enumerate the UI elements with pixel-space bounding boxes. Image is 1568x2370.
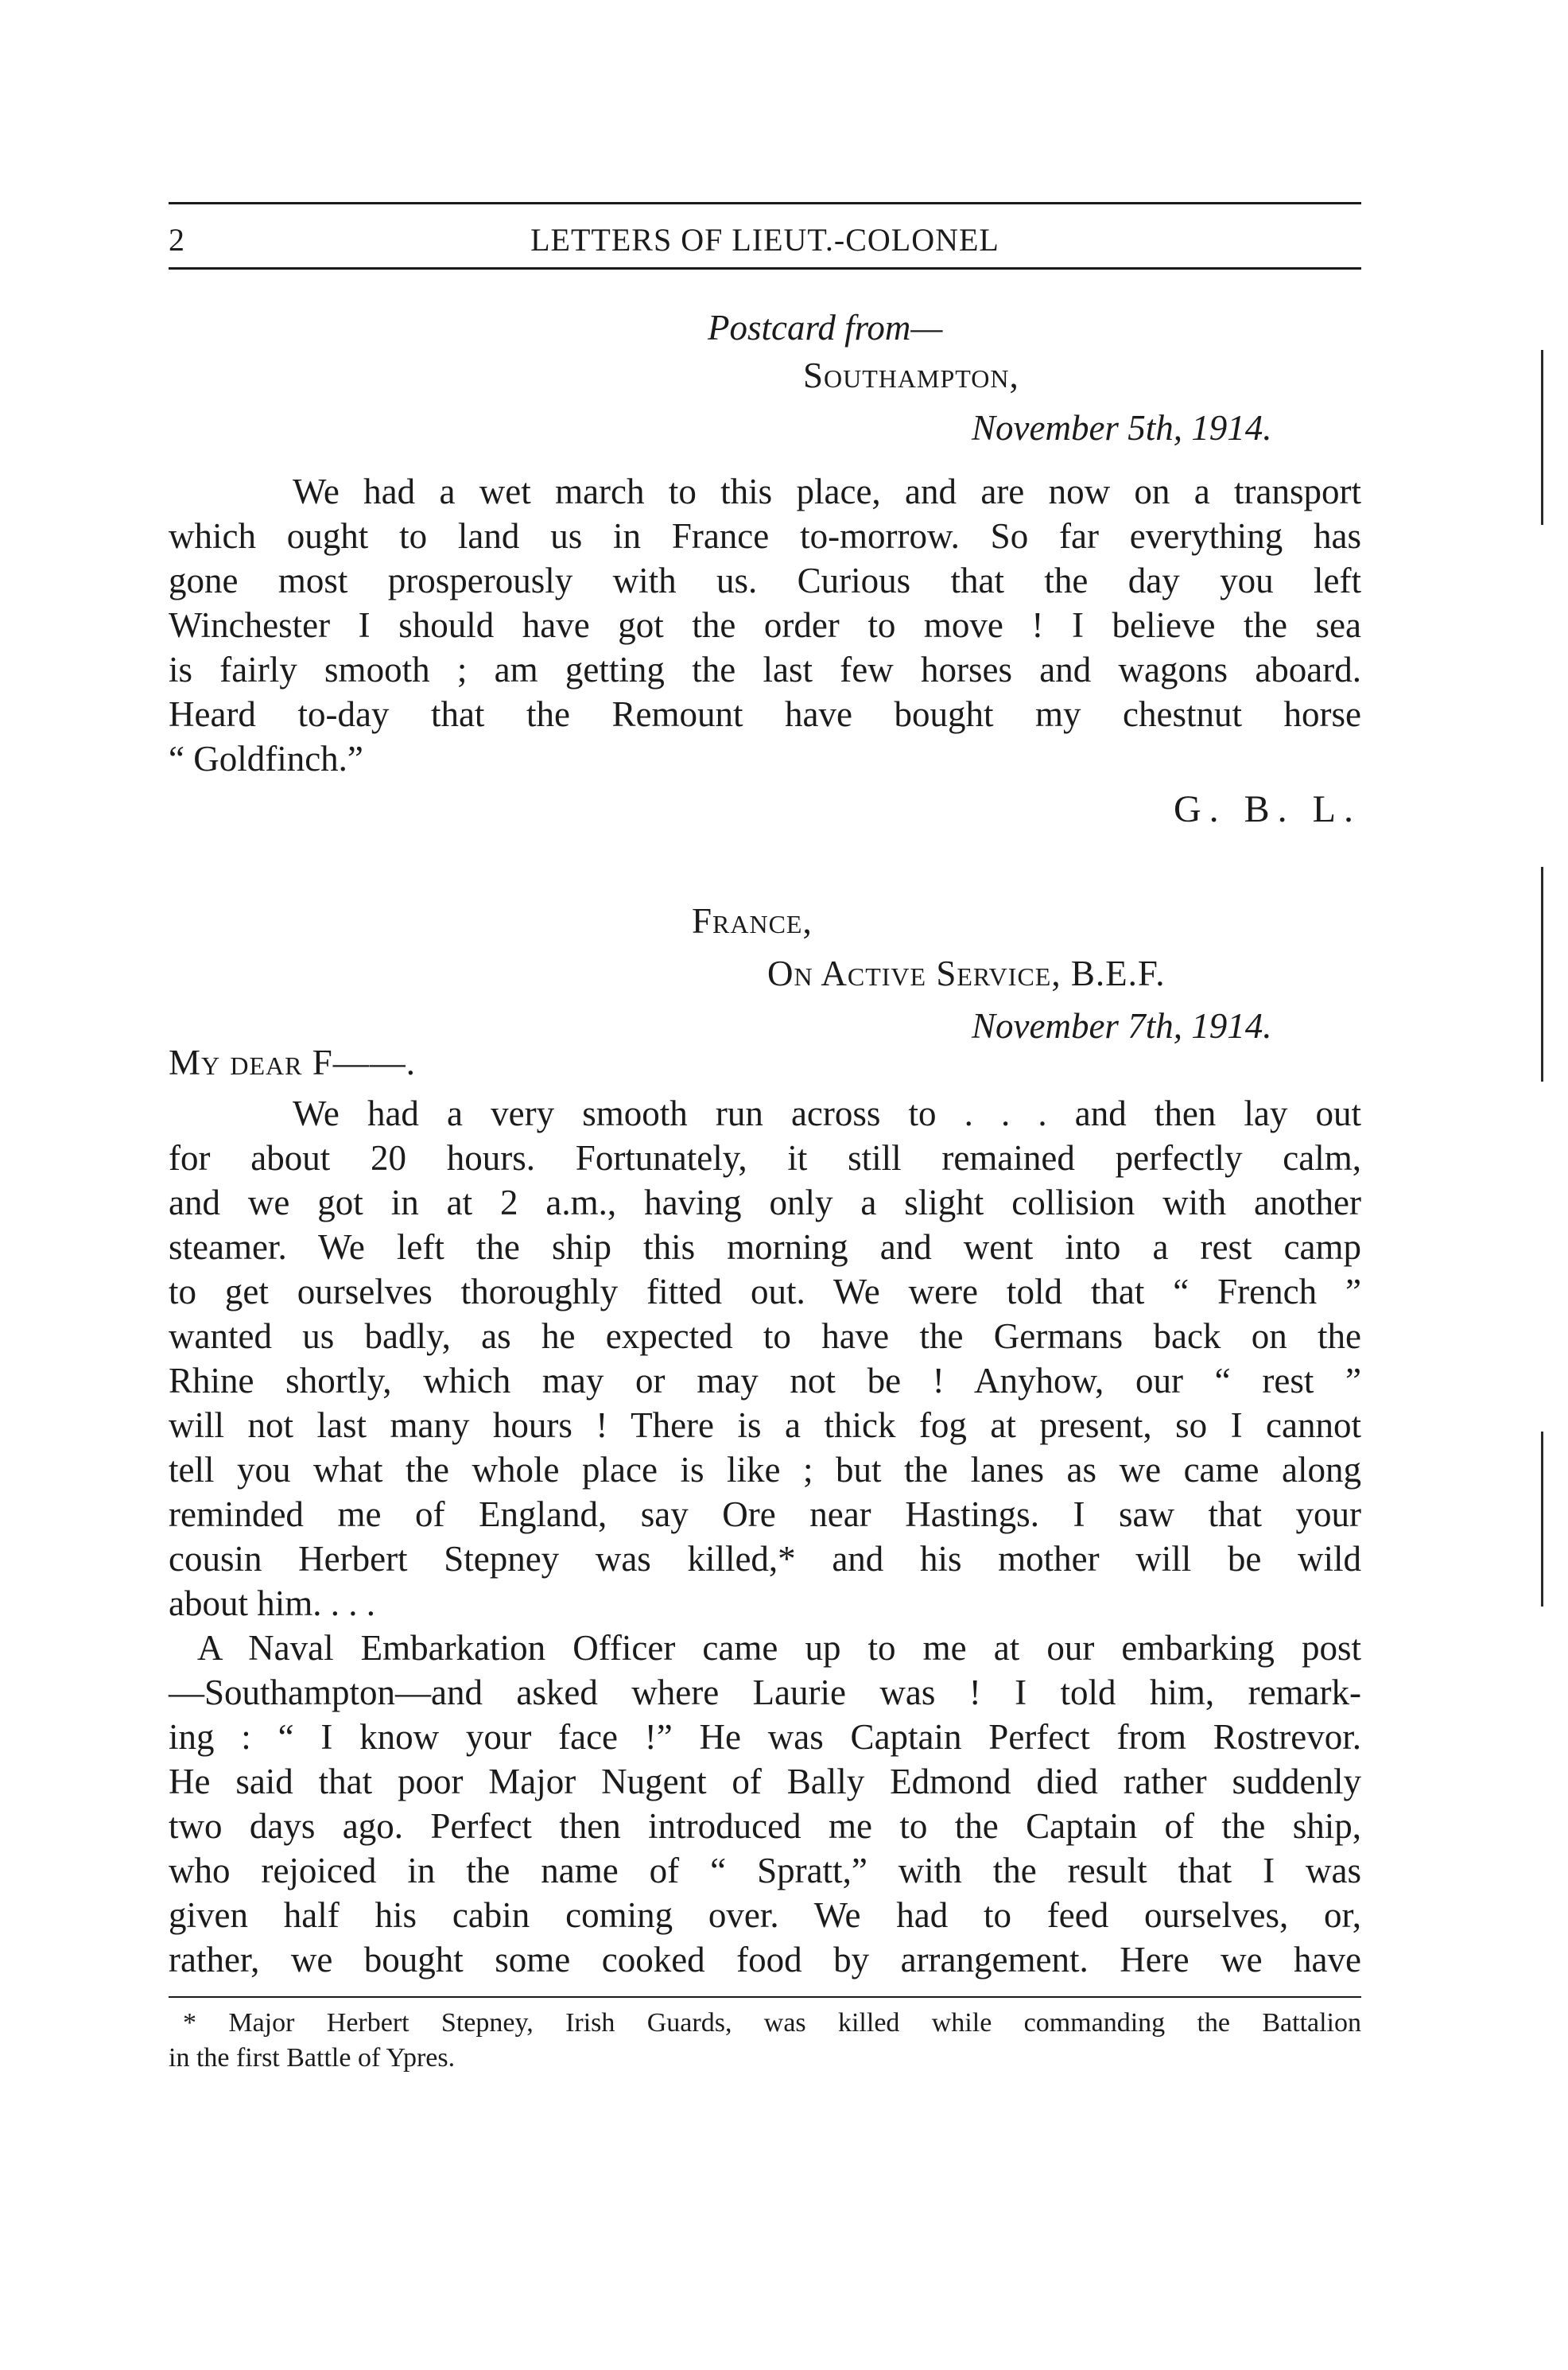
- footnote-line-2: in the first Battle of Ypres.: [169, 2043, 456, 2073]
- footnote-line-1: * Major Herbert Stepney, Irish Guards, was killed while commanding the Battalion: [183, 2008, 1361, 2038]
- letter-line-14: —Southampton—and asked where Laurie was ! I told him, remark-: [169, 1673, 1361, 1712]
- postcard-date: [972, 406, 1271, 450]
- letter-line-12: about him. . . .: [169, 1583, 375, 1623]
- margin-mark-3: [1541, 1432, 1543, 1607]
- postcard-line-5: is fairly smooth ; am getting the last few horses and wagons aboard.: [169, 650, 1361, 690]
- letter-line-5: to get ourselves thoroughly fitted out. We were told that “ French ”: [169, 1272, 1361, 1311]
- letter-line-11: cousin Herbert Stepney was killed,* and his mother will be wild: [169, 1539, 1361, 1579]
- page-number: 2: [169, 222, 184, 258]
- letter-date: November 7th, 1914.: [972, 1006, 1272, 1046]
- letter-line-8: will not last many hours ! There is a thick fog at present, so I cannot: [169, 1405, 1361, 1445]
- postcard-signature: G. B. L.: [1174, 788, 1361, 830]
- running-head: [169, 215, 1361, 266]
- letter-line-2: for about 20 hours. Fortunately, it still remained perfectly calm,: [169, 1138, 1361, 1178]
- letter-line-3: and we got in at 2 a.m., having only a slight collision with another: [169, 1183, 1361, 1222]
- postcard-line-3: gone most prosperously with us. Curious that the day you left: [169, 561, 1361, 600]
- letter-line-1: We had a very smooth run across to . . . and then lay out: [293, 1094, 1361, 1133]
- postcard-place: Southampton,: [803, 356, 1019, 395]
- letter-line-19: given half his cabin coming over. We had to feed ourselves, or,: [169, 1895, 1361, 1935]
- letter-line-13: A Naval Embarkation Officer came up to me at our embarking post: [197, 1628, 1361, 1668]
- header-top-rule: [169, 202, 1361, 204]
- letter-line-4: steamer. We left the ship this morning and went into a rest camp: [169, 1227, 1361, 1267]
- letter-place-line-2: On Active Service, B.E.F.: [767, 954, 1166, 993]
- letter-line-17: two days ago. Perfect then introduced me to the Captain of the ship,: [169, 1806, 1361, 1846]
- letter-place-line-1: France,: [692, 901, 813, 941]
- letter-line-15: ing : “ I know your face !” He was Captain Perfect from Rostrevor.: [169, 1717, 1361, 1757]
- letter-line-10: reminded me of England, say Ore near Hastings. I saw that your: [169, 1494, 1361, 1534]
- letter-salutation: My dear F——.: [169, 1043, 417, 1082]
- footnote-rule: [169, 1996, 1361, 1998]
- postcard-line-4: Winchester I should have got the order to move ! I believe the sea: [169, 605, 1361, 645]
- letter-line-9: tell you what the whole place is like ; but the lanes as we came along: [169, 1450, 1361, 1490]
- running-title: LETTERS OF LIEUT.-COLONEL: [530, 222, 999, 258]
- letter-line-7: Rhine shortly, which may or may not be ! Anyhow, our “ rest ”: [169, 1361, 1361, 1401]
- postcard-line-7: “ Goldfinch.”: [169, 739, 363, 779]
- postcard-line-2: which ought to land us in France to-morrow. So far everything has: [169, 516, 1361, 556]
- postcard-line-6: Heard to-day that the Remount have bought my chestnut horse: [169, 694, 1361, 734]
- letter-line-18: who rejoiced in the name of “ Spratt,” with the result that I was: [169, 1851, 1361, 1890]
- margin-mark-1: [1541, 350, 1543, 525]
- postcard-line-1: We had a wet march to this place, and are now on a transport: [293, 472, 1361, 511]
- margin-mark-2: [1541, 867, 1543, 1082]
- header-bottom-rule: [169, 267, 1361, 270]
- letter-line-20: rather, we bought some cooked food by arrangement. Here we have: [169, 1940, 1361, 1980]
- letter-line-6: wanted us badly, as he expected to have the Germans back on the: [169, 1316, 1361, 1356]
- postcard-date-text: November 5th, 1914.: [972, 408, 1272, 448]
- letter-line-16: He said that poor Major Nugent of Bally Edmond died rather suddenly: [169, 1762, 1361, 1801]
- postcard-label: Postcard from—: [708, 308, 943, 348]
